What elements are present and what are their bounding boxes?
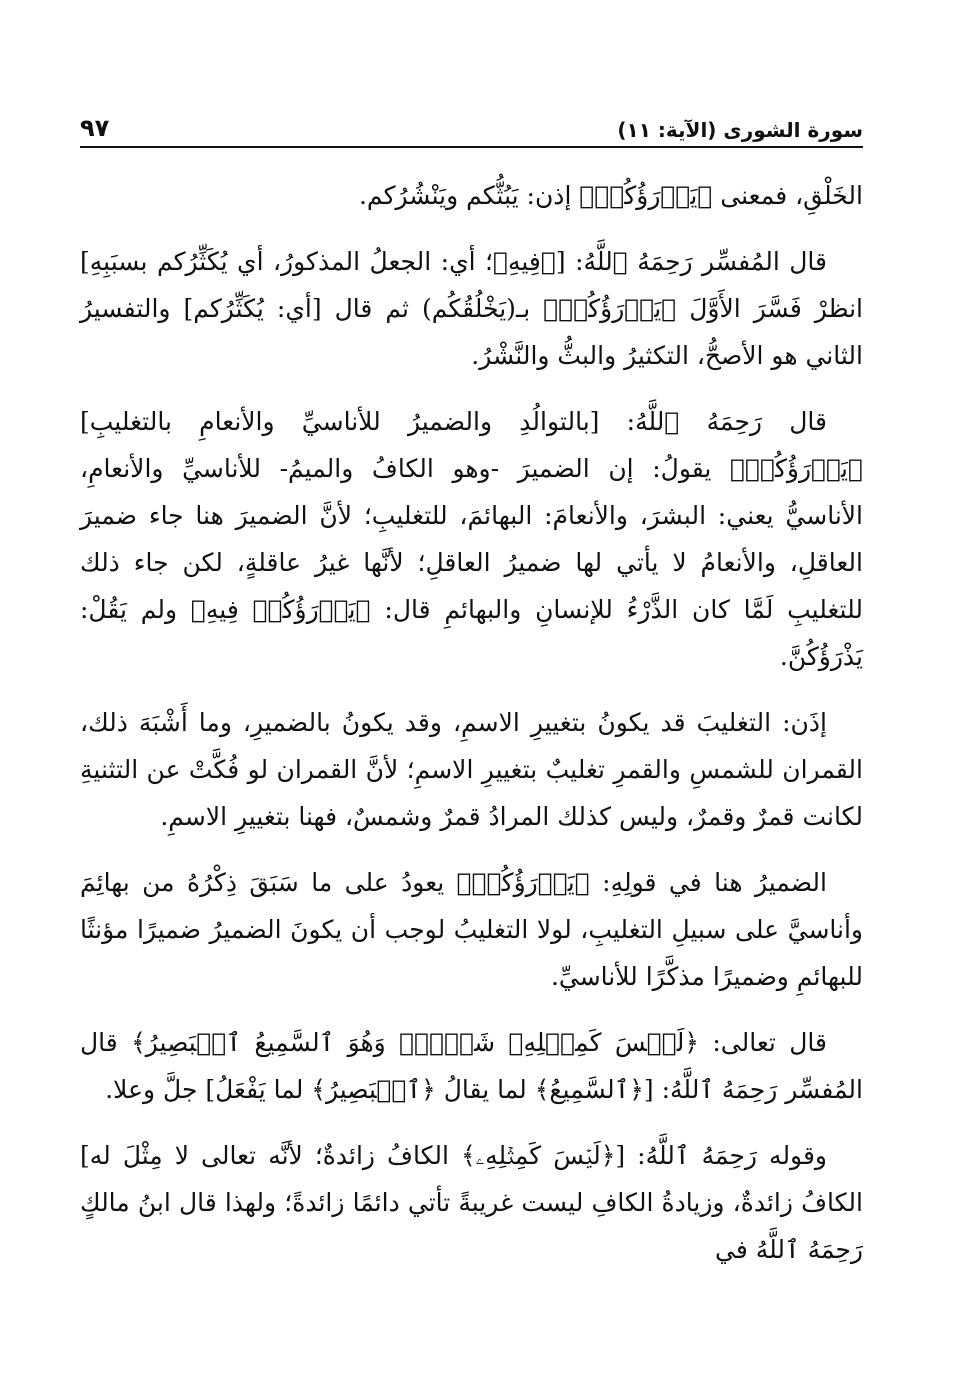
paragraph: الضميرُ هنا في قولِهِ: ﴿يَذۡرَؤُكُمۡ﴾ يعودُ على ما سَبَقَ ذِكْرُهُ من بهائِمَ وأناسيَّ على سبيلِ التغليبِ، لولا التغليبُ لوجب أن يكونَ الضميرُ ضميرًا مؤنثًا للبهائمِ وضميرًا مذكَّرًا للأناسيِّ. bbox=[80, 868, 863, 991]
page-number: ٩٧ bbox=[80, 114, 110, 142]
paragraph: الخَلْقِ، فمعنى ﴿يَذۡرَؤُكُمۡ﴾ إذن: يَبُثُّكم ويَنْشُرُكم. bbox=[358, 181, 863, 210]
body-text bbox=[80, 172, 863, 1292]
surah-title: سورة الشورى (الآية: ١١) bbox=[617, 118, 863, 142]
paragraph: قال رَحِمَهُ ٱللَّهُ: [بالتوالُدِ والضميرُ للأناسيِّ والأنعامِ بالتغليبِ] ﴿يَذۡرَؤُكُمۡ﴾ يقولُ: إن الضميرَ -وهو الكافُ والميمُ- للأناسيِّ والأنعامِ، الأناسيُّ يعني: البشرَ، والأنعامَ: البهائمَ، للتغليبِ؛ لأنَّ الضميرَ هنا جاء ضميرَ العاقلِ، والأنعامُ لا يأتي لها ضميرُ العاقلِ؛ لأنَّها غيرُ عاقلةٍ، لكن جاء ذلك للتغليبِ لَمَّا كان الذَّرْءُ للإنسانِ والبهائمِ قال: ﴿يَذۡرَؤُكُمۡ فِيهِ﴾ ولم يَقُلْ: يَذْرَؤُكُنَّ. bbox=[80, 407, 863, 671]
paragraph: وقوله رَحِمَهُ ٱللَّهُ: [﴿لَيۡسَ كَمِثۡلِهِۦ﴾ الكافُ زائدةٌ؛ لأنَّه تعالى لا مِثْلَ له] الكافُ زائدةٌ، وزيادةُ الكافِ ليست غريبةً تأتي دائمًا زائدةً؛ ولهذا قال ابنُ مالكٍ رَحِمَهُ ٱللَّهُ في bbox=[80, 1141, 863, 1264]
paragraph: قال تعالى: ﴿لَيۡسَ كَمِثۡلِهِۦ شَيۡءٞۖ وَهُوَ ٱلسَّمِيعُ ٱلۡبَصِيرُ﴾ قال المُفسِّر رَحِمَهُ ٱللَّهُ: [﴿ٱلسَّمِيعُ﴾ لما يقالُ ﴿ٱلۡبَصِيرُ﴾ لما يَفْعَلُ] جلَّ وعلا. bbox=[80, 1028, 863, 1104]
paragraph: إذَن: التغليبَ قد يكونُ بتغييرِ الاسمِ، وقد يكونُ بالضميرِ، وما أَشْبَهَ ذلك، القمران للشمسِ والقمرِ تغليبٌ بتغييرِ الاسمِ؛ لأنَّ القمران لو فُكَّتْ عن التثنيةِ لكانت قمرٌ وقمرٌ، وليس كذلك المرادُ قمرٌ وشمسٌ، فهنا بتغييرِ الاسمِ. bbox=[80, 708, 863, 831]
page-header bbox=[80, 100, 863, 148]
paragraph: قال المُفسِّر رَحِمَهُ ٱللَّهُ: [﴿فِيهِ﴾؛ أي: الجعلُ المذكورُ، أي يُكَثِّرُكم بسبَبِهِ] انظرْ فَسَّرَ الأَوَّلَ ﴿يَذۡرَؤُكُمۡ﴾ بـ(يَخْلُقُكُم) ثم قال [أي: يُكَثِّرُكم] والتفسيرُ الثاني هو الأصحُّ، التكثيرُ والبثُّ والنَّشْرُ. bbox=[80, 247, 863, 370]
